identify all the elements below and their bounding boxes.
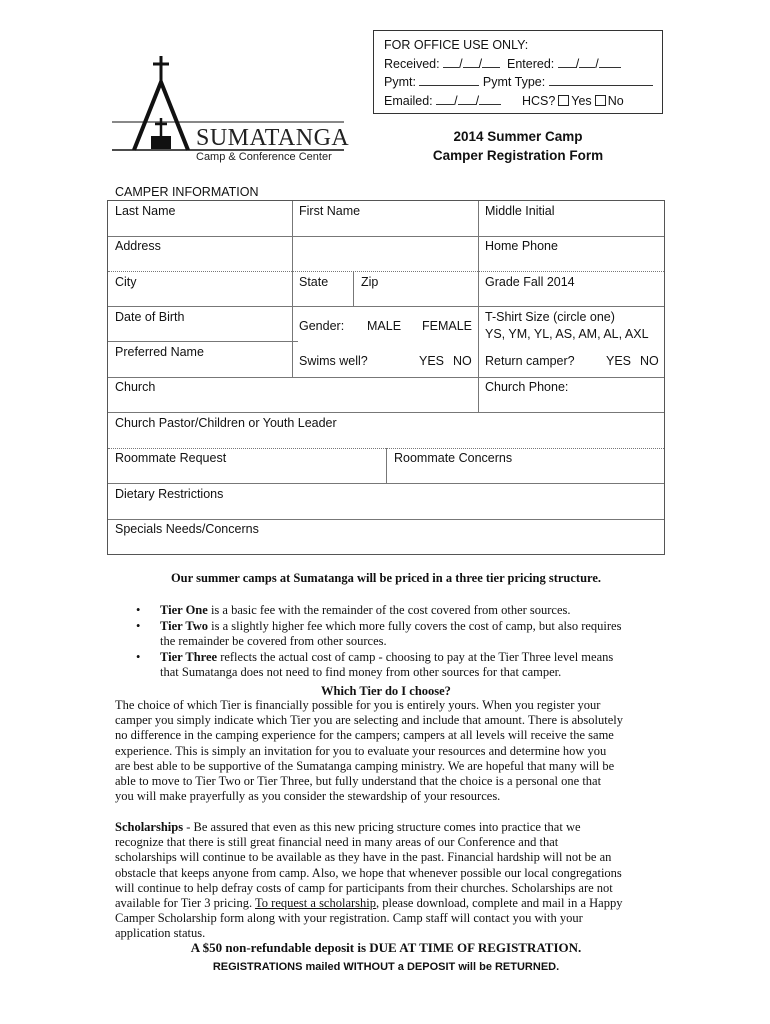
special-needs-field[interactable]: Specials Needs/Concerns (115, 522, 259, 536)
middle-initial-field[interactable]: Middle Initial (485, 204, 555, 218)
preferred-name-field[interactable]: Preferred Name (115, 345, 204, 359)
office-use-box (373, 30, 663, 114)
first-name-field[interactable]: First Name (299, 204, 361, 218)
paragraph-text: - Be assured that even as this new pricing structure comes into practice that we (183, 820, 581, 834)
paragraph-line: obstacle that keeps anyone from camp. Also, we hope that whenever possible our local congregations (115, 865, 622, 880)
slash: / (454, 93, 458, 108)
paragraph-line: able to move to Tier Two or Tier Three, but fully understand that the choice is a personal one that (115, 774, 602, 789)
received-year-blank[interactable] (482, 55, 500, 68)
section-camper-information: CAMPER INFORMATION (115, 185, 259, 199)
received-day-blank[interactable] (463, 55, 479, 68)
paragraph-line: recognize that there is still great financial need in many areas of our Conference and that (115, 835, 559, 850)
tier-three-name: Tier Three (160, 650, 218, 664)
emailed-label: Emailed: (384, 93, 433, 108)
entered-month-blank[interactable] (558, 55, 576, 68)
slash: / (575, 56, 580, 71)
paragraph-line: Camper Scholarship form along with your registration. Camp staff will contact you with your (115, 911, 583, 926)
paragraph-line: you will make prayerfully as you consider the stewardship of your resources. (115, 789, 501, 804)
pastor-leader-field[interactable]: Church Pastor/Children or Youth Leader (115, 416, 337, 430)
col-divider (353, 271, 354, 306)
logo-subtitle: Camp & Conference Center (196, 151, 332, 163)
hcs-yes-checkbox[interactable] (558, 95, 569, 106)
emailed-year-blank[interactable] (479, 92, 501, 105)
slash: / (459, 56, 463, 71)
paragraph-line: application status. (115, 926, 206, 941)
pymt-type-label: Pymt Type: (482, 75, 546, 89)
return-camper-label: Return camper? (485, 354, 575, 368)
emailed-day-blank[interactable] (458, 92, 476, 105)
dietary-restrictions-field[interactable]: Dietary Restrictions (115, 487, 224, 501)
row-divider (108, 483, 664, 484)
paragraph-line: experience. This is simply an invitation for you to evaluate your resources and determine how you (115, 743, 607, 758)
city-field[interactable]: City (115, 275, 137, 289)
hcs-no-label: No (607, 93, 624, 108)
pymt-label: Pymt: (384, 75, 416, 89)
paragraph-line: The choice of which Tier is financially possible for you is entirely yours. When you register your (115, 698, 601, 712)
form-title-line2: Camper Registration Form (432, 148, 604, 163)
row-divider (108, 341, 298, 342)
which-tier-heading: Which Tier do I choose? (321, 684, 451, 698)
tier-one-item (160, 603, 665, 618)
zip-field[interactable]: Zip (361, 275, 379, 289)
tier-one-name: Tier One (160, 603, 208, 617)
bullet: • (136, 603, 141, 617)
state-field[interactable]: State (299, 275, 329, 289)
home-phone-field[interactable]: Home Phone (485, 239, 558, 253)
row-divider (108, 271, 664, 272)
paragraph-text: , please download, complete and mail in a Happy (376, 896, 623, 911)
gender-male-option[interactable]: MALE (367, 319, 402, 333)
camper-info-grid (107, 200, 665, 555)
grade-field[interactable]: Grade Fall 2014 (485, 275, 575, 289)
tier-two-desc-cont: the remainder be covered from other sources. (160, 634, 387, 649)
bullet: • (136, 619, 141, 633)
office-emailed-row (384, 92, 652, 111)
church-phone-field[interactable]: Church Phone: (485, 380, 569, 394)
logo-name: SUMATANGA (196, 125, 350, 151)
paragraph-line: no difference in the camping experience for the campers; campers at all levels will receive the same (115, 728, 614, 743)
paragraph-line: camper you simply indicate which Tier you are selecting and include that amount. There is absolutely (115, 713, 623, 728)
swims-no-option[interactable]: NO (453, 354, 472, 368)
address-field[interactable]: Address (115, 239, 161, 253)
paragraph-line (115, 820, 665, 835)
office-received-row (384, 55, 652, 74)
row-divider (108, 306, 664, 307)
office-pymt-row (384, 73, 652, 92)
form-title-line1: 2014 Summer Camp (453, 129, 583, 144)
hcs-yes-label: Yes (571, 93, 592, 108)
tier-three-desc: reflects the actual cost of camp - choosing to pay at the Tier Three level means (217, 650, 614, 664)
entered-label: Entered: (507, 56, 555, 71)
tier-two-name: Tier Two (160, 619, 209, 633)
row-divider (108, 519, 664, 520)
col-divider (478, 201, 479, 412)
tier-two-desc: is a slightly higher fee which more fully covers the cost of camp, but also requires (208, 619, 622, 633)
entered-day-blank[interactable] (579, 55, 595, 68)
gender-female-option[interactable]: FEMALE (422, 319, 473, 333)
paragraph-line: will continue to help defray costs of camp for participants from their churches. Scholarships are not (115, 880, 613, 895)
office-title: FOR OFFICE USE ONLY: (384, 38, 529, 52)
return-no-option[interactable]: NO (640, 354, 659, 368)
paragraph-text: available for Tier 3 pricing. (115, 896, 256, 911)
hcs-label: HCS? (521, 93, 556, 108)
pricing-heading: Our summer camps at Sumatanga will be priced in a three tier pricing structure. (170, 571, 602, 585)
which-tier-paragraph (115, 698, 665, 804)
swims-well-label: Swims well? (299, 354, 368, 368)
slash: / (595, 56, 599, 71)
scholarships-label: Scholarships (115, 820, 184, 834)
return-yes-option[interactable]: YES (606, 354, 632, 368)
row-divider (108, 236, 664, 237)
paragraph-line: scholarships will continue to be available as they have in the past. Financial hardship will not be an (115, 850, 612, 865)
paragraph-line: are best able to be supportive of the Sumatanga camping ministry. We are hopeful that many will be (115, 758, 615, 773)
tier-two-item (160, 619, 665, 649)
emailed-month-blank[interactable] (436, 92, 454, 105)
tier-three-desc-cont: that Sumatanga does not need to find money from other sources for that camper. (160, 665, 562, 680)
row-divider (108, 377, 664, 378)
col-divider (292, 201, 293, 306)
returned-notice: REGISTRATIONS mailed WITHOUT a DEPOSIT will be RETURNED. (212, 961, 560, 973)
entered-year-blank[interactable] (599, 55, 621, 68)
tier-three-item (160, 650, 665, 680)
col-divider (292, 306, 293, 377)
request-scholarship-link[interactable]: To request a scholarship (255, 896, 376, 911)
date-of-birth-field[interactable]: Date of Birth (115, 310, 185, 324)
church-field[interactable]: Church (115, 380, 156, 394)
deposit-notice: A $50 non-refundable deposit is DUE AT TIME OF REGISTRATION. (190, 940, 582, 955)
received-month-blank[interactable] (443, 55, 459, 68)
slash: / (475, 93, 480, 108)
roommate-concerns-field[interactable]: Roommate Concerns (394, 451, 513, 465)
pymt-blank[interactable] (419, 73, 479, 86)
roommate-request-field[interactable]: Roommate Request (115, 451, 227, 465)
pymt-type-blank[interactable] (549, 73, 653, 86)
hcs-no-checkbox[interactable] (595, 95, 606, 106)
tier-one-desc: is a basic fee with the remainder of the cost covered from other sources. (207, 603, 571, 617)
swims-yes-option[interactable]: YES (419, 354, 445, 368)
tshirt-label: T-Shirt Size (circle one) (485, 310, 615, 324)
scholarships-paragraph (115, 820, 665, 942)
paragraph-line (115, 896, 665, 911)
received-label: Received: (384, 56, 440, 71)
bullet: • (136, 650, 141, 664)
gender-label: Gender: (299, 319, 345, 333)
last-name-field[interactable]: Last Name (115, 204, 176, 218)
row-divider (108, 412, 664, 413)
col-divider (386, 448, 387, 483)
tshirt-sizes-options[interactable]: YS, YM, YL, AS, AM, AL, AXL (485, 327, 649, 341)
slash: / (478, 56, 483, 71)
